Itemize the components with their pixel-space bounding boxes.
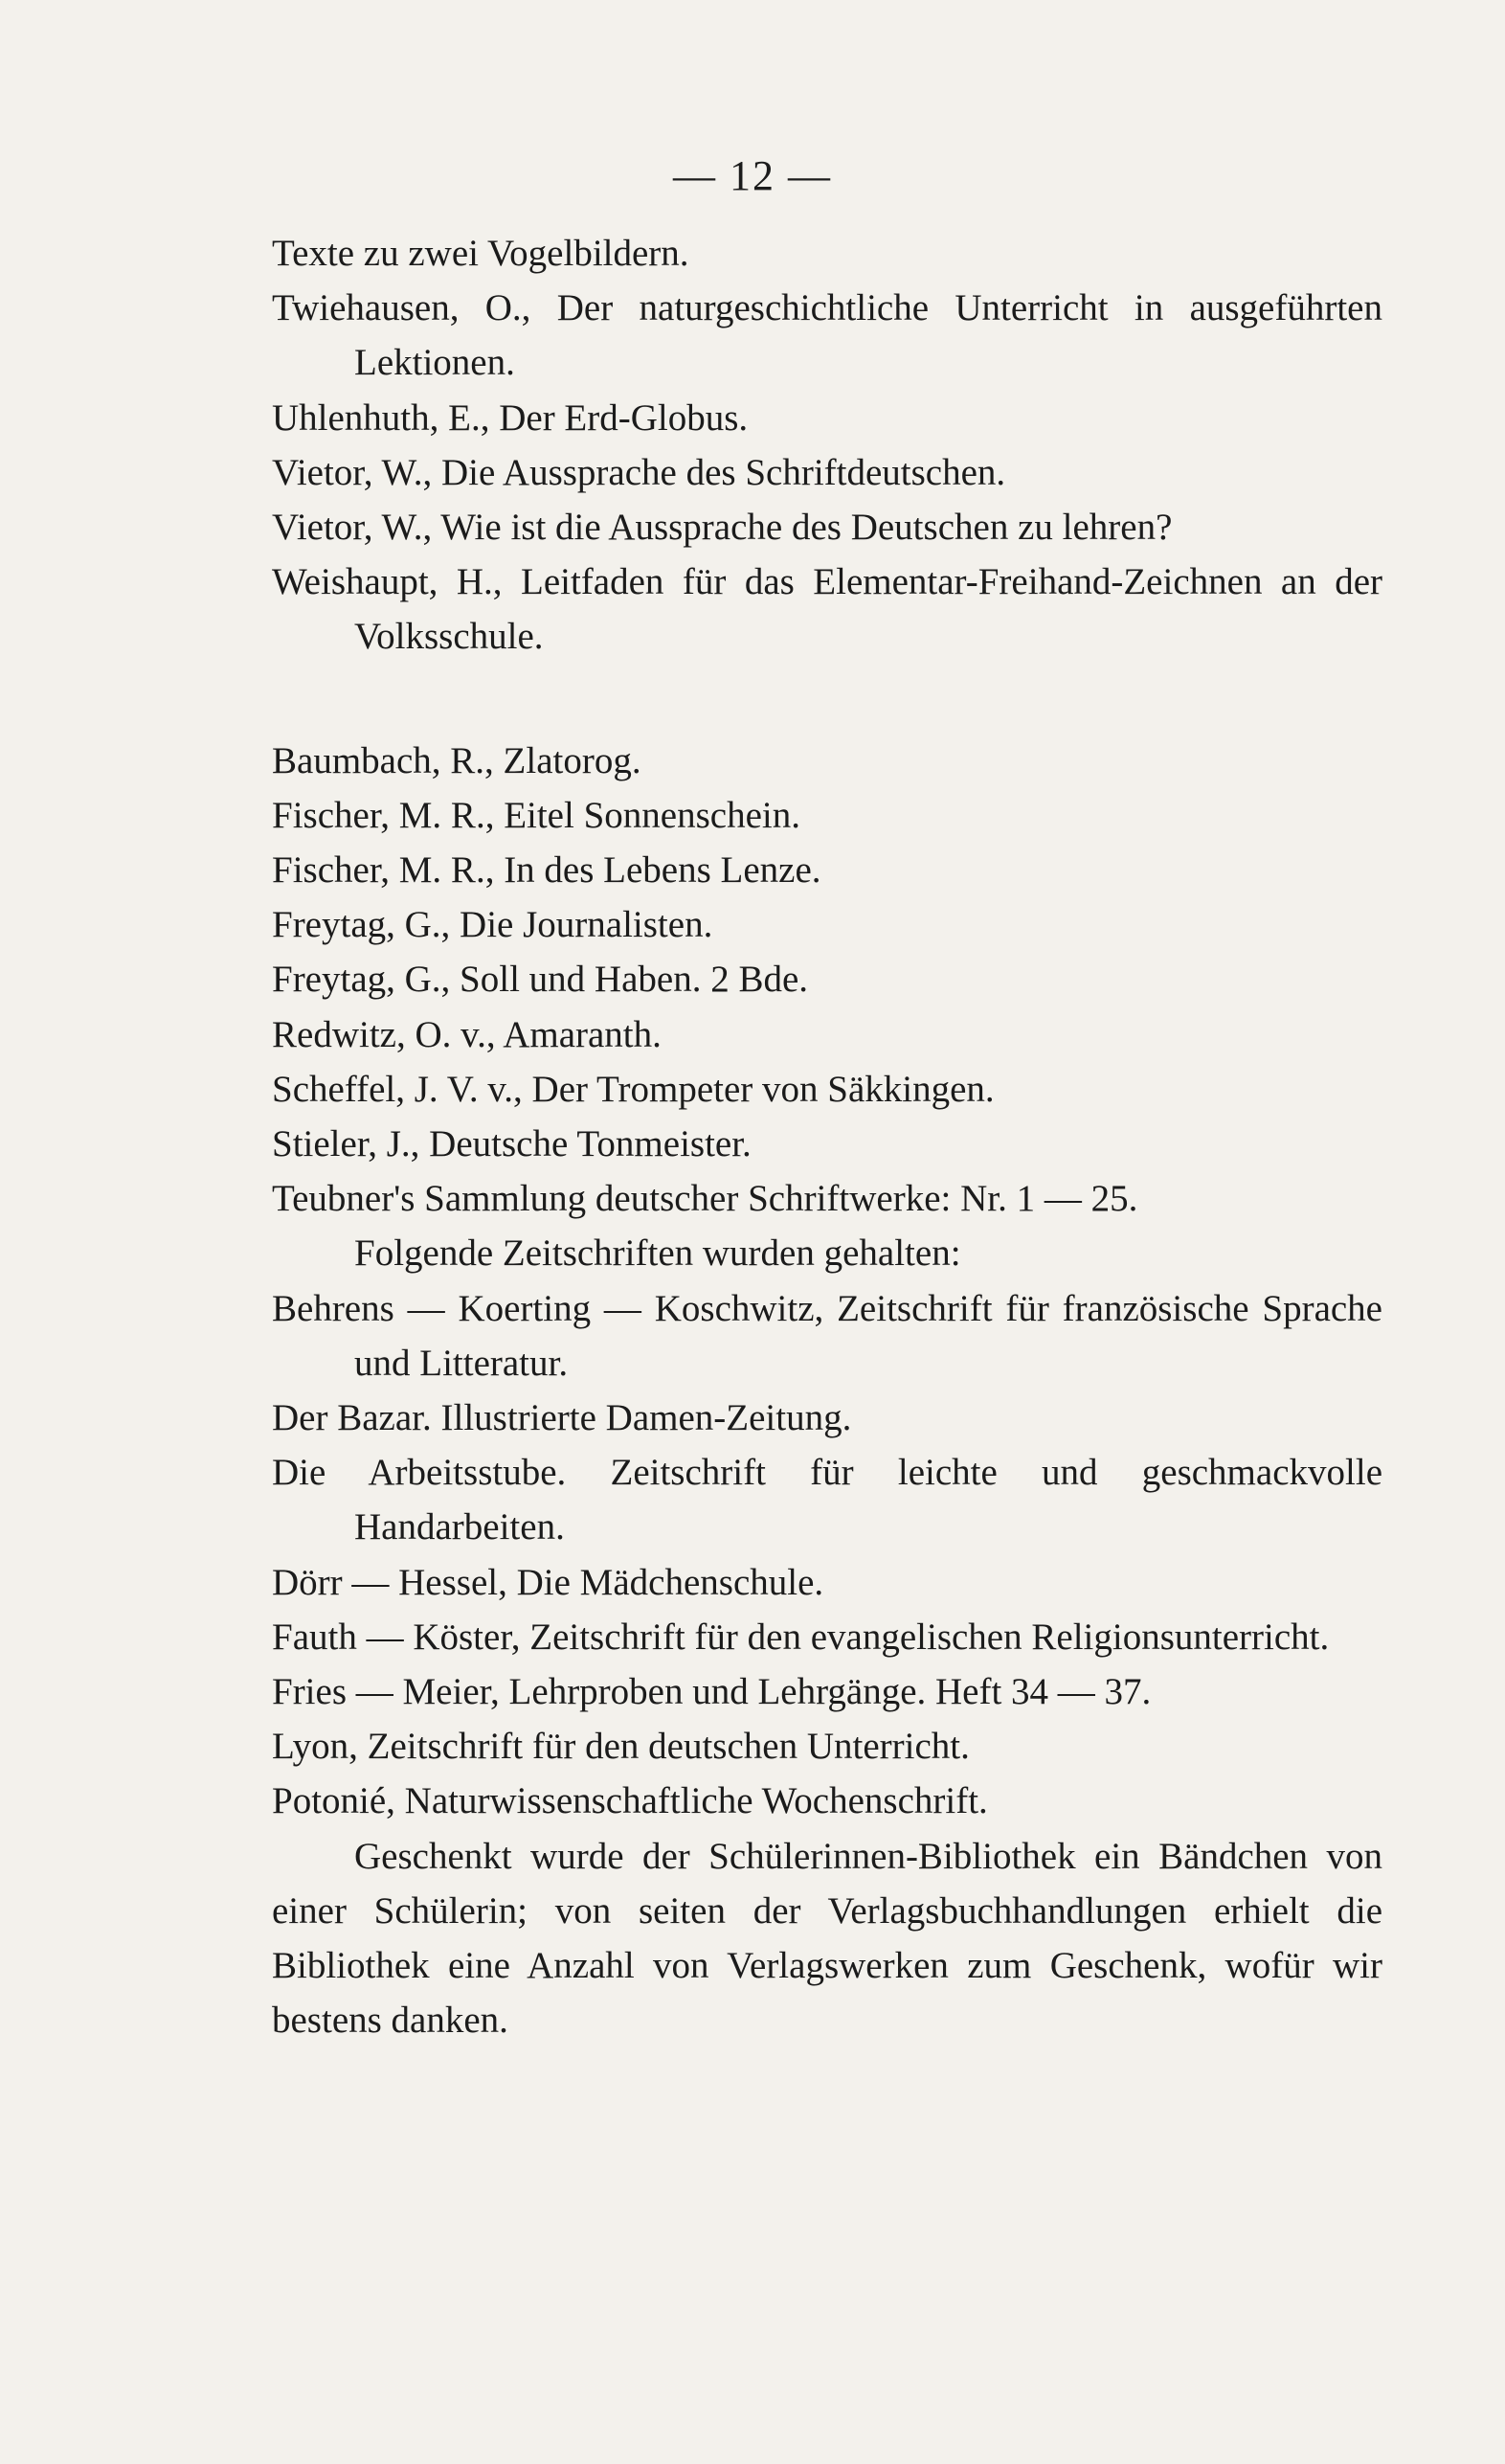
- list-item: Stieler, J., Deutsche Tonmeister.: [272, 1123, 752, 1165]
- student-library-list: [272, 734, 1382, 1227]
- list-item: Fischer, M. R., In des Lebens Lenze.: [272, 849, 821, 892]
- list-item: Potonié, Naturwissenschaftliche Wochenschrift.: [272, 1780, 988, 1822]
- list-item: Fischer, M. R., Eitel Sonnenschein.: [272, 794, 800, 836]
- list-item: Teubner's Sammlung deutscher Schriftwerke: Nr. 1 — 25.: [272, 1178, 1138, 1220]
- list-item: Weishaupt, H., Leitfaden für das Elementar-Freihand-Zeichnen an der Volksschule.: [272, 561, 1382, 658]
- periodicals-heading: Folgende Zeitschriften wurden gehalten:: [354, 1232, 961, 1275]
- list-item: Twiehausen, O., Der naturgeschichtliche Unterricht in ausgeführten Lektionen.: [272, 287, 1382, 384]
- list-item: Uhlenhuth, E., Der Erd-Globus.: [272, 396, 749, 439]
- list-item: Behrens — Koerting — Koschwitz, Zeitschrift für französische Sprache und Litteratur.: [272, 1287, 1382, 1384]
- page-body: [272, 226, 1382, 2048]
- list-item: Die Arbeitsstube. Zeitschrift für leichte und geschmackvolle Handarbeiten.: [272, 1452, 1382, 1548]
- school-library-list: [272, 226, 1382, 665]
- list-item: Vietor, W., Die Aussprache des Schriftdeutschen.: [272, 451, 1006, 493]
- list-item: Texte zu zwei Vogelbildern.: [272, 233, 689, 274]
- page-number: — 12 —: [673, 152, 832, 199]
- list-item: Freytag, G., Soll und Haben. 2 Bde.: [272, 959, 809, 1001]
- list-item: Scheffel, J. V. v., Der Trompeter von Säkkingen.: [272, 1068, 995, 1110]
- closing-paragraph: Geschenkt wurde der Schülerinnen-Bibliothek ein Bändchen von einer Schülerin; von seiten der Verlagsbuchhandlungen erhielt die Bibliothek eine Anzahl von Verlagswerken zum Geschenk, wofür wir bestens danken.: [272, 1835, 1382, 2042]
- list-item: Fauth — Köster, Zeitschrift für den evangelischen Religionsunterricht.: [272, 1616, 1330, 1658]
- section-gap: [272, 665, 1382, 734]
- list-item: Baumbach, R., Zlatorog.: [272, 739, 641, 781]
- list-item: Lyon, Zeitschrift für den deutschen Unterricht.: [272, 1726, 970, 1768]
- list-item: Dörr — Hessel, Die Mädchenschule.: [272, 1561, 824, 1603]
- list-item: Freytag, G., Die Journalisten.: [272, 904, 713, 946]
- list-item: Vietor, W., Wie ist die Aussprache des Deutschen zu lehren?: [272, 507, 1173, 549]
- list-item: Redwitz, O. v., Amaranth.: [272, 1013, 662, 1055]
- list-item: Fries — Meier, Lehrproben und Lehrgänge. Heft 34 — 37.: [272, 1671, 1152, 1713]
- periodicals-list: [272, 1281, 1382, 1829]
- list-item: Der Bazar. Illustrierte Damen-Zeitung.: [272, 1397, 852, 1439]
